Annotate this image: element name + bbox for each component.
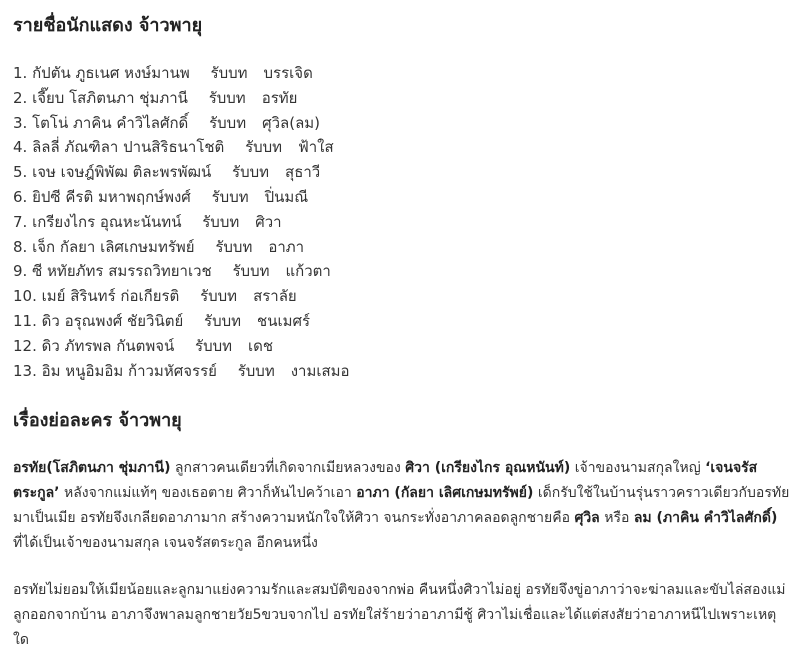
cast-number: 12. [13,336,37,355]
cast-item [13,111,350,136]
body-text: ลูกสาวคนเดียวที่เกิดจากเมียหลวงของ [170,460,406,476]
cast-role: แก้วตา [285,262,331,281]
cast-item [13,235,350,260]
body-text: เจ้าของนามสกุลใหญ่ [570,460,706,476]
story-paragraph-1 [13,456,791,556]
role-word: รับบท [211,187,249,206]
story-paragraph-2: อรทัยไม่ยอมให้เมียน้อยและลูกมาแย่งความรักและสมบัติของจากพ่อ คืนหนึ่งศิวาไม่อยู่ อรทัยจึงขู่อาภาว่าจะฆ่าลมและขับไล่สองแม่ลูกออกจากบ้าน อาภาจึงพาลมลูกชายวัย5ขวบจากไป อรทัยใส่ร้ายว่าอาภามีชู้ ศิวาไม่เชื่อและได้แต่สงสัยว่าอาภาหนีไปเพราะเหตุใด [13,582,786,648]
cast-item [13,61,350,86]
cast-item [13,185,350,210]
cast-number: 10. [13,287,37,306]
cast-role: อรทัย [261,88,298,107]
cast-actor: เจี๊ยบ โสภิตนภา ชุ่มภานี [32,88,188,107]
cast-item [13,135,350,160]
role-word: รับบท [210,64,248,82]
cast-item [13,359,350,384]
role-word: รับบท [200,287,238,306]
cast-role: ศุวิล(ลม) [262,113,321,132]
cast-role: ปิ่นมณี [264,187,309,206]
bold-text: ‘เจนจรัสตระกูล’ [13,460,758,501]
cast-number: 5. [13,163,28,182]
cast-item [13,334,350,359]
cast-number: 3. [13,113,28,132]
cast-number: 1. [13,64,28,82]
bold-text: อรทัย(โสภิตนภา ชุ่มภานี) [13,460,171,476]
cast-actor: ยิปซี คีรติ มหาพฤกษ์พงศ์ [32,187,191,206]
cast-role: งามเสมอ [290,361,350,380]
cast-number: 9. [13,262,28,281]
cast-list [13,61,350,383]
cast-number: 11. [13,311,37,330]
story-heading: เรื่องย่อละคร จ้าวพายุ [13,410,182,431]
cast-number: 6. [13,187,28,206]
role-word: รับบท [208,88,246,107]
cast-number: 4. [13,138,28,157]
cast-actor: อิม หนูอิมอิม ก้าวมหัศจรรย์ [41,361,217,380]
cast-role: ศิวา [255,212,282,231]
role-word: รับบท [232,262,270,281]
role-word: รับบท [232,163,270,182]
cast-number: 7. [13,212,28,231]
cast-actor: ซี หทัยภัทร สมรรถวิทยาเวช [32,262,212,281]
cast-role: เดช [248,336,274,355]
cast-number: 2. [13,88,28,107]
cast-item [13,160,350,185]
cast-actor: โตโน่ ภาคิน คำวิไลศักดิ์ [32,113,189,132]
cast-role: สุธาวี [285,163,321,182]
cast-role: ฟ้าใส [298,138,334,157]
role-word: รับบท [202,212,240,231]
body-text: ที่ได้เป็นเจ้าของนามสกุล เจนจรัสตระกูล อีกคนหนึ่ง [13,535,318,551]
cast-item [13,210,350,235]
role-word: รับบท [245,138,283,157]
cast-actor: เกรียงไกร อุณหะนันทน์ [32,212,182,231]
cast-role: อาภา [268,237,305,256]
cast-role: สราลัย [253,287,297,306]
cast-actor: เจ็ก กัลยา เลิศเกษมทรัพย์ [32,237,195,256]
cast-actor: กัปตัน ภูธเนศ หงษ์มานพ [32,64,190,82]
body-text: หรือ [599,510,634,526]
body-text: หลังจากแม่แท้ๆ ของเธอตาย ศิวาก็หันไปคว้าเอา [59,485,357,501]
role-word: รับบท [209,113,247,132]
role-word: รับบท [195,336,233,355]
role-word: รับบท [204,311,242,330]
cast-role: ชนเมศร์ [257,311,311,330]
cast-number: 8. [13,237,28,256]
cast-role: บรรเจิด [263,64,313,82]
cast-number: 13. [13,361,37,380]
cast-item [13,86,350,111]
cast-item [13,284,350,309]
cast-actor: ลิลลี่ ภัณฑิลา ปานสิริธนาโชติ [32,138,225,157]
cast-actor: ดิว อรุณพงศ์ ชัยวินิตย์ [41,311,184,330]
cast-item [13,259,350,284]
cast-item [13,309,350,334]
body-text: เด็กรับใช้ในบ้านรุ่นราวคราวเดียวกับอรทัยมาเป็นเมีย อรทัยจึงเกลียดอาภามาก สร้างความหนักใจให้ศิวา จนกระทั่งอาภาคลอดลูกชายคือ [13,485,790,526]
role-word: รับบท [215,237,253,256]
bold-text: ศุวิล [574,510,600,526]
bold-text: อาภา (กัลยา เลิศเกษมทรัพย์) [356,485,534,501]
role-word: รับบท [237,361,275,380]
cast-heading: รายชื่อนักแสดง จ้าวพายุ [13,15,203,36]
bold-text: ศิวา (เกรียงไกร อุณหนันท์) [405,460,571,476]
bold-text: ลม (ภาคิน คำวิไลศักดิ์) [633,510,778,526]
cast-actor: ดิว ภัทรพล กันตพจน์ [41,336,175,355]
cast-actor: เมย์ สิรินทร์ ก่อเกียรติ [41,287,180,306]
cast-actor: เจษ เจษฎ์พิพัฒ ติละพรพัฒน์ [32,163,212,182]
